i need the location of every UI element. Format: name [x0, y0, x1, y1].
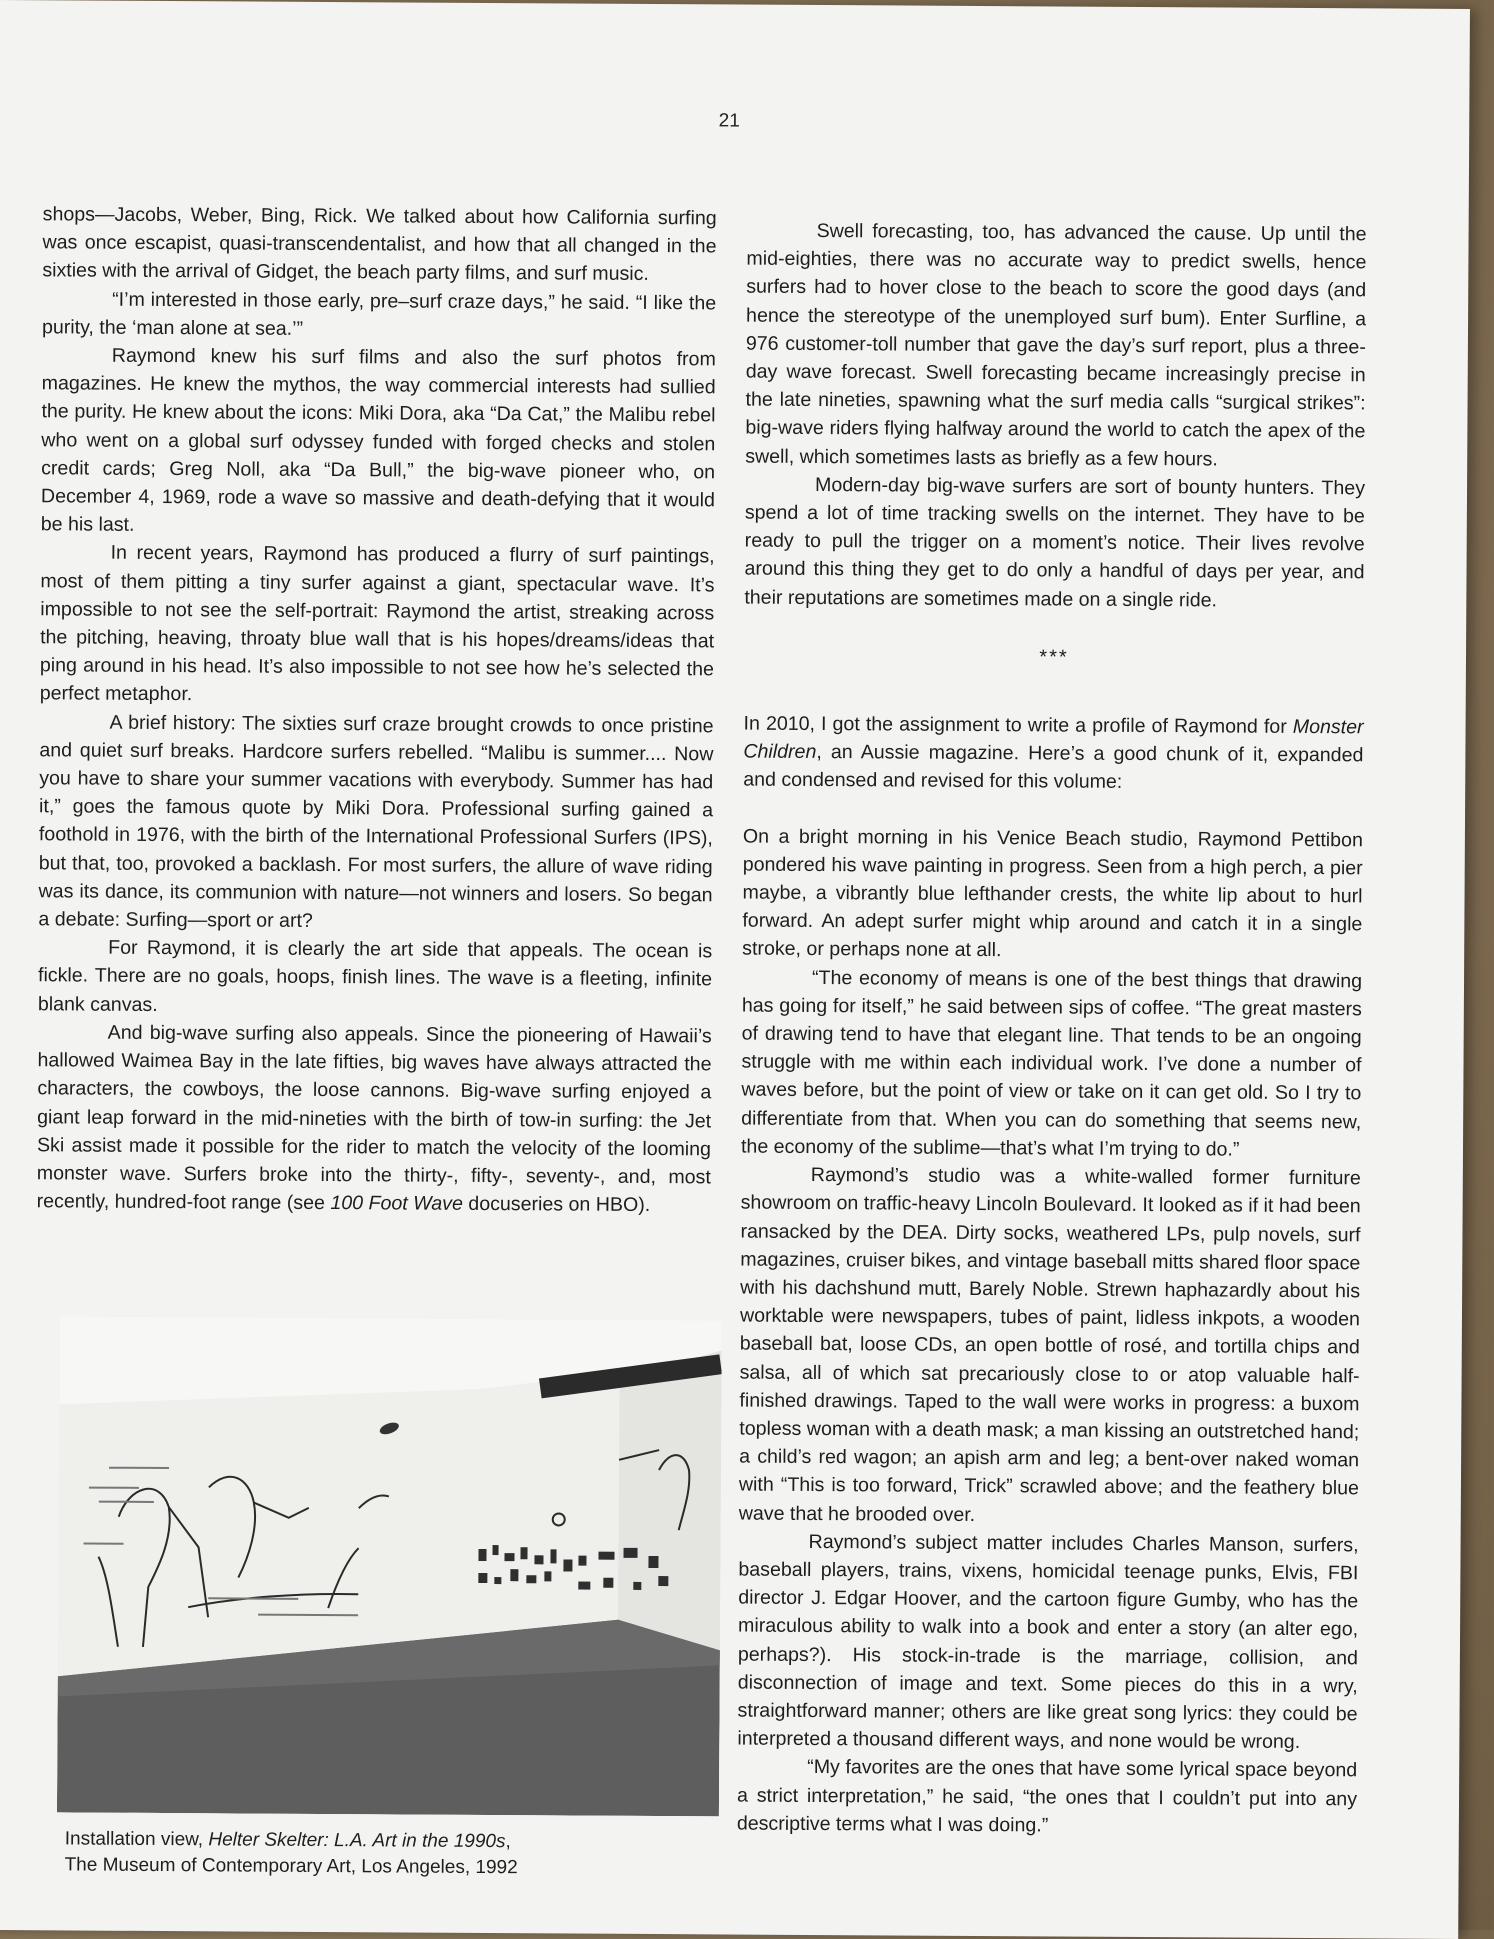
caption-line: [65, 1826, 625, 1855]
paragraph: “The economy of means is one of the best things that drawing has going for itself,” he said between sips of coffee. “The great masters of drawing tend to have that elegant line. That tends to be an ongoing struggle with me within each individual work. I’ve done a number of waves before, but the point of view or take on it can get old. So I try to differentiate from that. When you can do something that seems new, the economy of the sublime—that’s what I’m trying to do.”: [740, 966, 1363, 1161]
paragraph: shops—Jacobs, Weber, Bing, Rick. We talked about how California surfing was once escapist, quasi-transcendentalist, and how that all changed in the sixties with the arrival of Gidget, the beach party films, and surf music.: [42, 203, 717, 286]
paragraph: “I’m interested in those early, pre–surf craze days,” he said. “I like the purity, the ‘man alone at sea.’”: [41, 288, 717, 340]
paragraph-text: docuseries on HBO).: [462, 1192, 651, 1217]
paragraph: Modern-day big-wave surfers are sort of bounty hunters. They spend a lot of time tracking swells on the internet. They have to be ready to pull the trigger on a moment’s notice. Their lives revolve around this thing they get to do only a handful of days per year, and their reputations are sometimes made on a single ride.: [744, 473, 1366, 612]
exhibition-title: Helter Skelter: L.A. Art in the 1990s: [208, 1829, 506, 1853]
magazine-title: Monster Children: [743, 715, 1364, 764]
caption-text: ,: [505, 1831, 511, 1853]
paragraph: Raymond’s subject matter includes Charles Manson, surfers, baseball players, trains, vixens, homicidal teenage punks, Elvis, FBI director J. Edgar Hoover, and the cartoon figure Gumby, who has the miraculous ability to walk into a book and enter a story (an alter ego, perhaps?). His stock-in-trade is the marriage, collision, and disconnection of image and text. Some pieces do this in a wry, straightforward manner; others are like great song lyrics: they could be interpreted a thousand different ways, and none would be wrong.: [737, 1530, 1359, 1754]
paragraph: Raymond’s studio was a white-walled former furniture showroom on traffic-heavy Lincoln Boulevard. It looked as if it had been ransacked by the DEA. Dirty socks, weathered LPs, pulp novels, surf magazines, cruiser bikes, and vintage baseball mitts shared floor space with his dachshund mutt, Barely Noble. Strewn haphazardly about his worktable were newspapers, tubes of paint, lidless inkpots, a wooden baseball bat, loose CDs, an open bottle of rosé, and tortilla chips and salsa, all of which sat precariously close to or atop valuable half-finished drawings. Taped to the wall were works in progress: a buxom topless woman with a death mask; a man kissing an outstretched hand; a child’s red wagon; an apish arm and leg; a bent-over naked woman with “This is too forward, Trick” scrawled above; and the feathery blue wave that he brooded over.: [738, 1164, 1361, 1526]
paragraph: “My favorites are the ones that have some lyrical space beyond a strict interpretation,” he said, “the ones that I couldn’t put into any descriptive terms what I was doing.”: [736, 1756, 1358, 1837]
left-column: [37, 200, 717, 1219]
paragraph: For Raymond, it is clearly the art side that appeals. The ocean is fickle. There are no goals, hoops, finish lines. The wave is a fleeting, infinite blank canvas.: [37, 936, 713, 1016]
page-number: 21: [718, 110, 740, 132]
paragraph: Swell forecasting, too, has advanced the cause. Up until the mid-eighties, there was no accurate way to predict swells, hence surfers had to hover close to the beach to score the good days (and hence the stereotype of the unemployed surf bum). Enter Surfline, a 976 customer-toll number that gave the day’s surf report, plus a three-day wave forecast. Swell forecasting became increasingly precise in the late nineties, spawning what the surf media calls “surgical strikes”: big-wave riders flying halfway around the world to catch the apex of the swell, which sometimes lasts as briefly as a few hours.: [745, 219, 1367, 471]
spacer: [743, 794, 1363, 826]
installation-photo: [57, 1316, 722, 1816]
paragraph: In recent years, Raymond has produced a flurry of surf paintings, most of them pitting a tiny surfer against a giant, spectacular wave. It’s impossible to not see the self-portrait: Raymond the artist, streaking across the pitching, heaving, throaty blue wall that is his hopes/dreams/ideas that ping around in his head. It’s also impossible to not see how he’s selected the perfect metaphor.: [39, 542, 715, 706]
caption-line: The Museum of Contemporary Art, Los Angeles, 1992: [64, 1854, 518, 1879]
caption-text: Installation view,: [64, 1828, 209, 1851]
gallery-illustration: [57, 1316, 722, 1816]
paragraph: A brief history: The sixties surf craze brought crowds to once pristine and quiet surf breaks. Hardcore surfers rebelled. “Malibu is summer.... Now you have to share your summer vacations with everybody. Summer has had it,” goes the famous quote by Miki Dora. Professional surfing gained a foothold in 1976, with the birth of the International Professional Surfers (IPS), but that, too, provoked a backlash. For most surfers, the allure of wave riding was its dance, its communion with nature—not winners and losers. So began a debate: Surfing—sport or art?: [38, 711, 714, 933]
right-column: [737, 217, 1367, 1842]
paragraph-text: And big-wave surfing also appeals. Since the pioneering of Hawaii’s hallowed Waimea Bay in the late fifties, big waves have always attracted the characters, the cowboys, the loose cannons. Big-wave surfing enjoyed a giant leap forward in the mid-nineties with the birth of tow-in surfing: the Jet Ski assist made it possible for the rider to match the velocity of the looming monster wave. Surfers broke into the thirty-, fifty-, seventy-, and, most recently, hundred-foot range (see: [36, 1021, 712, 1215]
paragraph: On a bright morning in his Venice Beach studio, Raymond Pettibon pondered his wave painting in progress. Seen from a high perch, a pier maybe, a vibrantly blue lefthander crests, the white lip about to hurl forward. An adept surfer might whip around and catch it in a single stroke, or perhaps none at all.: [742, 825, 1363, 962]
show-title: 100 Foot Wave: [330, 1192, 463, 1215]
paragraph: Raymond knew his surf films and also the surf photos from magazines. He knew the mythos, the way commercial interests had sullied the purity. He knew about the icons: Miki Dora, aka “Da Cat,” the Malibu rebel who went on a global surf odyssey funded with forged checks and stolen credit cards; Greg Noll, aka “Da Bull,” the big-wave pioneer who, on December 4, 1969, rode a wave so massive and death-defying that it would be his last.: [40, 344, 716, 537]
paragraph: [743, 710, 1364, 798]
figure-caption: [65, 1826, 625, 1881]
paragraph-text: , an Aussie magazine. Here’s a good chunk of it, expanded and condensed and revised for this volume:: [743, 741, 1364, 794]
section-separator: ***: [1039, 646, 1069, 669]
paragraph-text: In 2010, I got the assignment to write a profile of Raymond for: [743, 712, 1293, 738]
paragraph: [37, 1018, 712, 1220]
